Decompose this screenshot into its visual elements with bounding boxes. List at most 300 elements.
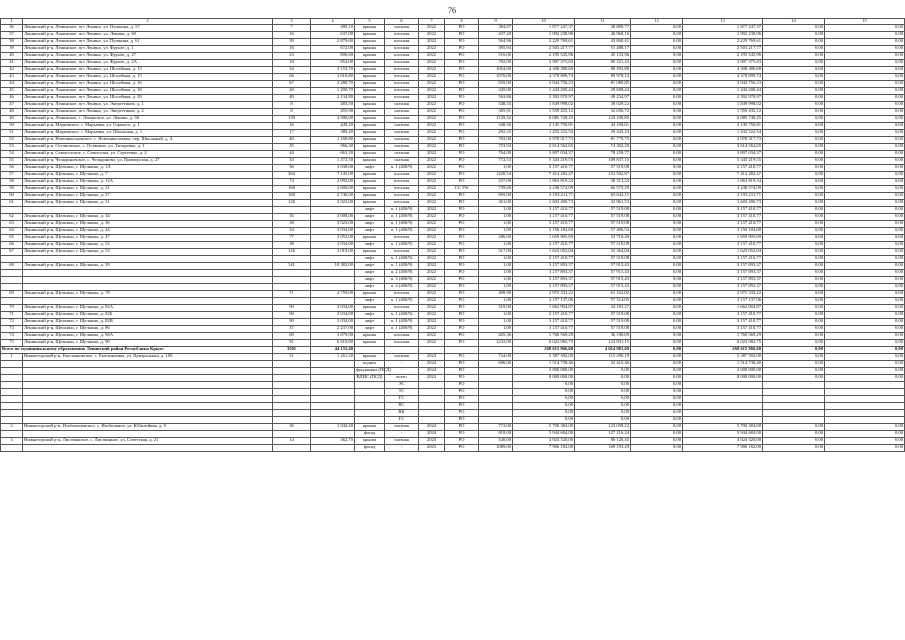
table-cell: 2022: [419, 256, 445, 263]
table-cell: 0,00: [631, 116, 683, 123]
table-cell: крыша: [355, 354, 385, 361]
table-cell: 498,90: [479, 291, 513, 298]
table-cell: 32 415,40: [575, 361, 631, 368]
table-cell: 0,00: [825, 81, 905, 88]
table-cell: п. 1 (400/9): [385, 326, 419, 333]
table-cell: Ленинский р-н, Щелкино, г. Щелкино, д. 34: [23, 214, 273, 221]
table-cell: Нижнегорский р-н, Листвинское, с. Листвинное, ул. Советская, д. 21: [23, 438, 273, 445]
table-cell: РО: [445, 242, 479, 249]
table-cell: РО: [445, 214, 479, 221]
table-cell: 0,00: [825, 270, 905, 277]
table-row: [1, 438, 905, 445]
table-cell: плоская: [385, 333, 419, 340]
table-cell: Ленинский р-н, Щелкино, г. Щелкино, д. 82А: [23, 305, 273, 312]
table-cell: 2023: [419, 438, 445, 445]
column-number: 13: [683, 19, 763, 25]
table-cell: 0,00: [825, 361, 905, 368]
table-cell: плоская: [385, 39, 419, 46]
table-cell: ВС: [385, 403, 419, 410]
column-number: 15: [825, 19, 905, 25]
table-cell: 1 877 247,37: [513, 25, 575, 32]
table-cell: 0,00: [763, 263, 825, 270]
table-cell: крыша: [355, 102, 385, 109]
table-cell: [419, 403, 445, 410]
table-cell: 0,00: [763, 102, 825, 109]
table-cell: [419, 382, 445, 389]
table-cell: 389,20: [311, 130, 355, 137]
table-cell: [419, 396, 445, 403]
column-number: 10: [513, 19, 575, 25]
table-cell: 2022: [419, 32, 445, 39]
table-cell: 0,00: [631, 67, 683, 74]
table-cell: [23, 382, 273, 389]
table-cell: крыша: [355, 424, 385, 431]
table-cell: 3 157 137,06: [513, 298, 575, 305]
table-cell: 70: [1, 305, 23, 312]
table-cell: 0,00: [825, 326, 905, 333]
table-cell: Ленинский р-н, Щелкино, г. Щелкино, д. 94А: [23, 333, 273, 340]
table-cell: 1232,00: [479, 340, 513, 347]
table-cell: крыша: [355, 123, 385, 130]
table-cell: 0,00: [825, 312, 905, 319]
table-cell: [273, 270, 311, 277]
table-cell: 3 978 317,73: [683, 137, 763, 144]
table-cell: 57 519,08: [575, 165, 631, 172]
table-cell: 0,00: [825, 130, 905, 137]
table-cell: 8: [273, 109, 311, 116]
table-cell: 0,00: [825, 137, 905, 144]
table-cell: РО: [445, 144, 479, 151]
table-cell: 2022: [419, 39, 445, 46]
table-cell: 1089,00: [479, 445, 513, 452]
table-cell: 90: [273, 319, 311, 326]
table-cell: 2022: [419, 228, 445, 235]
table-cell: 0,00: [631, 284, 683, 291]
table-cell: 0,00: [631, 130, 683, 137]
table-cell: 1 662 904,87: [683, 305, 763, 312]
table-cell: 37: [1, 32, 23, 39]
table-cell: плоская: [385, 305, 419, 312]
table-cell: 35: [273, 214, 311, 221]
table-cell: РО: [445, 340, 479, 347]
table-cell: 3 157 893,37: [683, 284, 763, 291]
table-cell: лифт: [355, 256, 385, 263]
table-cell: 0,00: [763, 193, 825, 200]
table-cell: Ленинский р-н, Щелкино, г. Щелкино, д. 31: [23, 200, 273, 207]
table-cell: 115 290,19: [575, 354, 631, 361]
table-cell: -: [385, 445, 419, 452]
table-cell: крыша: [355, 193, 385, 200]
table-cell: РО: [445, 403, 479, 410]
table-cell: плоская: [385, 60, 419, 67]
table-cell: 41: [1, 60, 23, 67]
table-cell: 268 615 966,60: [683, 347, 763, 354]
table-cell: 2024: [419, 424, 445, 431]
table-cell: крыша: [355, 333, 385, 340]
table-cell: 2022: [419, 179, 445, 186]
table-row: [1, 354, 905, 361]
table-cell: РО: [445, 137, 479, 144]
table-cell: 0,00: [825, 424, 905, 431]
table-cell: 763,00: [479, 137, 513, 144]
table-cell: 1 659 905,69: [683, 235, 763, 242]
table-cell: РО: [445, 249, 479, 256]
table-cell: лифт: [355, 270, 385, 277]
table-cell: 1,00: [479, 214, 513, 221]
table-cell: 0,00: [763, 109, 825, 116]
table-row: [1, 375, 905, 382]
table-cell: лифт: [355, 312, 385, 319]
table-cell: 32 056,72: [575, 109, 631, 116]
column-number: 6: [385, 19, 419, 25]
table-cell: 0,00: [763, 67, 825, 74]
table-cell: 0,00: [825, 305, 905, 312]
table-cell: крыша: [355, 305, 385, 312]
table-cell: всего: [385, 375, 419, 382]
table-cell: скатная: [385, 158, 419, 165]
table-cell: РО: [445, 396, 479, 403]
table-cell: Ленинский р-н, Ленинское, пгт Ленино, ул. Ленина, д. 60: [23, 32, 273, 39]
table-cell: Ленинский р-н, Щелкино, г. Щелкино, д. 47: [23, 235, 273, 242]
table-cell: 0,00: [631, 417, 683, 424]
table-cell: п. 2 (400/9): [385, 270, 419, 277]
table-cell: 0,00: [631, 39, 683, 46]
table-cell: лифт: [355, 165, 385, 172]
table-cell: 0,00: [631, 354, 683, 361]
table-cell: лифт: [355, 214, 385, 221]
table-cell: РО: [445, 39, 479, 46]
table-cell: 2022: [419, 221, 445, 228]
table-cell: 1,00: [479, 270, 513, 277]
table-cell: 1,00: [479, 221, 513, 228]
table-row: [1, 46, 905, 53]
table-cell: 2022: [419, 74, 445, 81]
table-cell: 0,00: [763, 95, 825, 102]
table-cell: [311, 396, 355, 403]
table-cell: 0,00: [825, 347, 905, 354]
table-cell: 51 488,17: [575, 46, 631, 53]
table-cell: плоская: [385, 53, 419, 60]
table-row: [1, 410, 905, 417]
table-cell: лифт: [355, 326, 385, 333]
table-row: [1, 403, 905, 410]
table-cell: 2024: [419, 431, 445, 438]
table-row: [1, 270, 905, 277]
table-cell: 0,00: [825, 25, 905, 32]
table-cell: 0,00: [631, 396, 683, 403]
table-cell: 2 975 333,22: [513, 291, 575, 298]
table-cell: 0,00: [631, 235, 683, 242]
table-cell: РО: [445, 109, 479, 116]
table-cell: 0,00: [631, 207, 683, 214]
table-cell: РО: [445, 263, 479, 270]
table-cell: 0,00: [575, 368, 631, 375]
table-cell: [23, 396, 273, 403]
table-cell: 1 863 819,34: [683, 179, 763, 186]
table-cell: п. 1 (400/9): [385, 298, 419, 305]
table-cell: 168: [273, 186, 311, 193]
table-cell: 5 944 684,00: [683, 431, 763, 438]
table-cell: 1 659 905,69: [513, 235, 575, 242]
table-cell: скатная: [385, 151, 419, 158]
table-cell: 0,00: [825, 172, 905, 179]
table-cell: 0,00: [763, 46, 825, 53]
table-cell: 6 910,00: [311, 340, 355, 347]
table-cell: РО: [445, 67, 479, 74]
table-cell: п. 1 (400/9): [385, 214, 419, 221]
table-cell: 2022: [419, 333, 445, 340]
table-cell: Ленинский р-н, Новониколаевское, с. Новониколаевка, пер. Школьный, д. 4: [23, 137, 273, 144]
table-cell: 169 193,29: [575, 445, 631, 452]
table-cell: 286,00: [479, 235, 513, 242]
table-cell: 0,00: [763, 305, 825, 312]
table-cell: 0,00: [513, 382, 575, 389]
table-cell: Ленинский р-н, Челядиновское, с. Челядиново, ул. Приморская, д. 27: [23, 158, 273, 165]
table-cell: [1, 375, 23, 382]
table-cell: 50: [1, 123, 23, 130]
table-cell: крыша: [355, 200, 385, 207]
table-cell: 0,00: [631, 32, 683, 39]
table-cell: 0,00: [631, 88, 683, 95]
table-cell: скатная: [385, 25, 419, 32]
table-cell: 3 280,70: [311, 81, 355, 88]
table-cell: 2022: [419, 95, 445, 102]
table-cell: 1 863 819,34: [513, 179, 575, 186]
table-cell: [825, 396, 905, 403]
table-cell: 1 623 052,04: [683, 249, 763, 256]
table-row: [1, 207, 905, 214]
table-cell: 74: [1, 333, 23, 340]
table-cell: лифт: [355, 242, 385, 249]
table-cell: 0,00: [763, 25, 825, 32]
table-cell: Ленинский р-н, Ленинское, пгт Ленино, ул. Шосейная, д. 16: [23, 81, 273, 88]
table-cell: 4 759,00: [311, 291, 355, 298]
table-cell: 0,00: [825, 249, 905, 256]
table-cell: [763, 396, 825, 403]
table-cell: 395,94: [479, 46, 513, 53]
table-cell: [23, 270, 273, 277]
table-cell: лифт: [355, 319, 385, 326]
table-cell: 20: [273, 88, 311, 95]
table-cell: 764,09: [479, 151, 513, 158]
table-cell: 0,00: [631, 368, 683, 375]
table-row: [1, 382, 905, 389]
table-cell: плоская: [385, 116, 419, 123]
table-cell: 564,96: [479, 39, 513, 46]
table-cell: крыша: [355, 438, 385, 445]
table-row: [1, 186, 905, 193]
table-cell: крыша: [355, 60, 385, 67]
table-cell: 0,00: [825, 39, 905, 46]
table-cell: [479, 382, 513, 389]
table-cell: Ленинский р-н, Ленинское, пгт Ленино, ул. Шосейная, д. 15: [23, 74, 273, 81]
table-cell: крыша: [355, 158, 385, 165]
table-cell: 0,00: [631, 347, 683, 354]
table-cell: 8 000 000,00: [683, 375, 763, 382]
table-cell: 0,00: [631, 333, 683, 340]
table-cell: 38: [273, 242, 311, 249]
table-cell: фасад: [355, 445, 385, 452]
table-cell: 0,00: [763, 144, 825, 151]
table-cell: РО: [445, 165, 479, 172]
table-cell: плоская: [385, 291, 419, 298]
table-cell: 3 157 410,77: [513, 319, 575, 326]
table-cell: 1 760 569,29: [513, 333, 575, 340]
table-cell: РО: [445, 270, 479, 277]
table-row: [1, 221, 905, 228]
table-cell: 0,00: [825, 242, 905, 249]
column-number: 7: [419, 19, 445, 25]
table-cell: 57 519,08: [575, 326, 631, 333]
table-cell: 0,00: [763, 354, 825, 361]
table-cell: 1 444 200,44: [683, 88, 763, 95]
table-cell: 1 559 435,12: [513, 109, 575, 116]
table-cell: 2 746,00: [311, 193, 355, 200]
table-cell: крыша: [355, 186, 385, 193]
column-number: 14: [763, 19, 825, 25]
table-cell: 36 190,09: [575, 333, 631, 340]
table-cell: [311, 368, 355, 375]
table-cell: 3 157 410,77: [683, 256, 763, 263]
table-cell: 1 261,20: [311, 354, 355, 361]
table-cell: 51: [1, 130, 23, 137]
table-cell: [273, 375, 311, 382]
table-cell: [479, 403, 513, 410]
table-cell: п. 1 (400/9): [385, 263, 419, 270]
table-cell: 772,53: [479, 158, 513, 165]
table-cell: плоская: [385, 46, 419, 53]
table-cell: 0,00: [631, 214, 683, 221]
table-cell: 8 000 000,00: [513, 375, 575, 382]
table-row: [1, 242, 905, 249]
table-cell: крыша: [355, 291, 385, 298]
table-cell: 0,00: [631, 249, 683, 256]
table-cell: 2 503 217,77: [513, 46, 575, 53]
table-row: [1, 368, 905, 375]
table-cell: 0,00: [825, 298, 905, 305]
table-cell: 81 779,75: [575, 137, 631, 144]
table-cell: 348,33: [479, 102, 513, 109]
table-cell: 0,00: [825, 109, 905, 116]
table-cell: 0,00: [631, 228, 683, 235]
table-cell: 695,00: [479, 193, 513, 200]
table-cell: РО: [445, 438, 479, 445]
table-cell: 2 229 769,61: [683, 39, 763, 46]
table-cell: [1, 361, 23, 368]
table-cell: РО: [445, 130, 479, 137]
table-cell: лифт: [355, 298, 385, 305]
table-cell: 806,60: [311, 53, 355, 60]
table-cell: 1,00: [479, 242, 513, 249]
table-cell: [479, 375, 513, 382]
table-cell: 0,00: [513, 396, 575, 403]
table-cell: крыша: [355, 67, 385, 74]
table-cell: 0,00: [825, 221, 905, 228]
table-cell: 0,00: [763, 438, 825, 445]
table-cell: 3 034,00: [311, 242, 355, 249]
table-cell: 74 302,29: [575, 144, 631, 151]
table-row: [1, 158, 905, 165]
table-cell: 4 014 981,69: [575, 347, 631, 354]
table-cell: 0,00: [825, 179, 905, 186]
table-cell: 0,00: [825, 333, 905, 340]
table-cell: 268 615 966,60: [513, 347, 575, 354]
table-cell: 73: [1, 326, 23, 333]
table-cell: 0,00: [631, 193, 683, 200]
table-cell: 0,00: [631, 242, 683, 249]
table-cell: крыша: [355, 116, 385, 123]
table-cell: Ленинский р-н, Ленинское, пгт Ленино, ул. Фрунзе, д. 2А: [23, 60, 273, 67]
table-cell: крыша: [355, 25, 385, 32]
table-cell: 0,00: [631, 403, 683, 410]
table-cell: 78 258,77: [575, 151, 631, 158]
table-cell: скатная: [385, 130, 419, 137]
table-cell: фундамент (ПСД): [355, 368, 385, 375]
table-cell: 2022: [419, 319, 445, 326]
table-cell: 0,00: [631, 256, 683, 263]
table-cell: 0,00: [763, 361, 825, 368]
table-cell: 0,00: [825, 445, 905, 452]
table-cell: 3 157 410,77: [683, 326, 763, 333]
table-cell: 7 906 182,00: [683, 445, 763, 452]
table-cell: 44 108,61: [575, 123, 631, 130]
table-cell: 36: [273, 165, 311, 172]
table-cell: 127 216,24: [575, 431, 631, 438]
table-cell: 2022: [419, 172, 445, 179]
table-cell: [23, 403, 273, 410]
table-cell: 739,60: [479, 186, 513, 193]
table-cell: 0,00: [763, 179, 825, 186]
table-cell: 3 157 893,37: [683, 270, 763, 277]
table-cell: п. 1 (400/9): [385, 256, 419, 263]
table-cell: 3 157 893,37: [513, 263, 575, 270]
table-cell: 1,00: [479, 263, 513, 270]
table-row: [1, 277, 905, 284]
table-cell: 0,00: [825, 102, 905, 109]
table-cell: 966,30: [311, 144, 355, 151]
table-cell: 3 907 375,83: [683, 60, 763, 67]
table-cell: 0,00: [575, 382, 631, 389]
table-cell: [23, 389, 273, 396]
table-cell: [23, 445, 273, 452]
table-cell: ТС: [385, 389, 419, 396]
table-cell: 0,00: [631, 179, 683, 186]
table-cell: 66: [1, 242, 23, 249]
table-cell: 3 157 410,77: [683, 214, 763, 221]
table-cell: плоская: [385, 186, 419, 193]
table-cell: Ленинский р-н, Щелкино, г. Щелкино, д. 27: [23, 193, 273, 200]
table-cell: РО: [445, 88, 479, 95]
table-cell: крыша: [355, 151, 385, 158]
table-cell: 40: [273, 137, 311, 144]
table-cell: 0,00: [631, 81, 683, 88]
table-cell: 0,00: [631, 151, 683, 158]
table-cell: [479, 368, 513, 375]
table-cell: п. 1 (400/9): [385, 207, 419, 214]
table-cell: 2022: [419, 151, 445, 158]
table-cell: 57 915,43: [575, 284, 631, 291]
table-cell: РО: [445, 424, 479, 431]
table-row: [1, 39, 905, 46]
table-cell: 0,00: [631, 74, 683, 81]
table-cell: 61 162,02: [575, 291, 631, 298]
table-cell: 0,00: [631, 102, 683, 109]
table-cell: 2022: [419, 116, 445, 123]
table-row: [1, 228, 905, 235]
table-cell: 168: [273, 193, 311, 200]
table-cell: 56: [1, 165, 23, 172]
column-number: 1: [1, 19, 23, 25]
